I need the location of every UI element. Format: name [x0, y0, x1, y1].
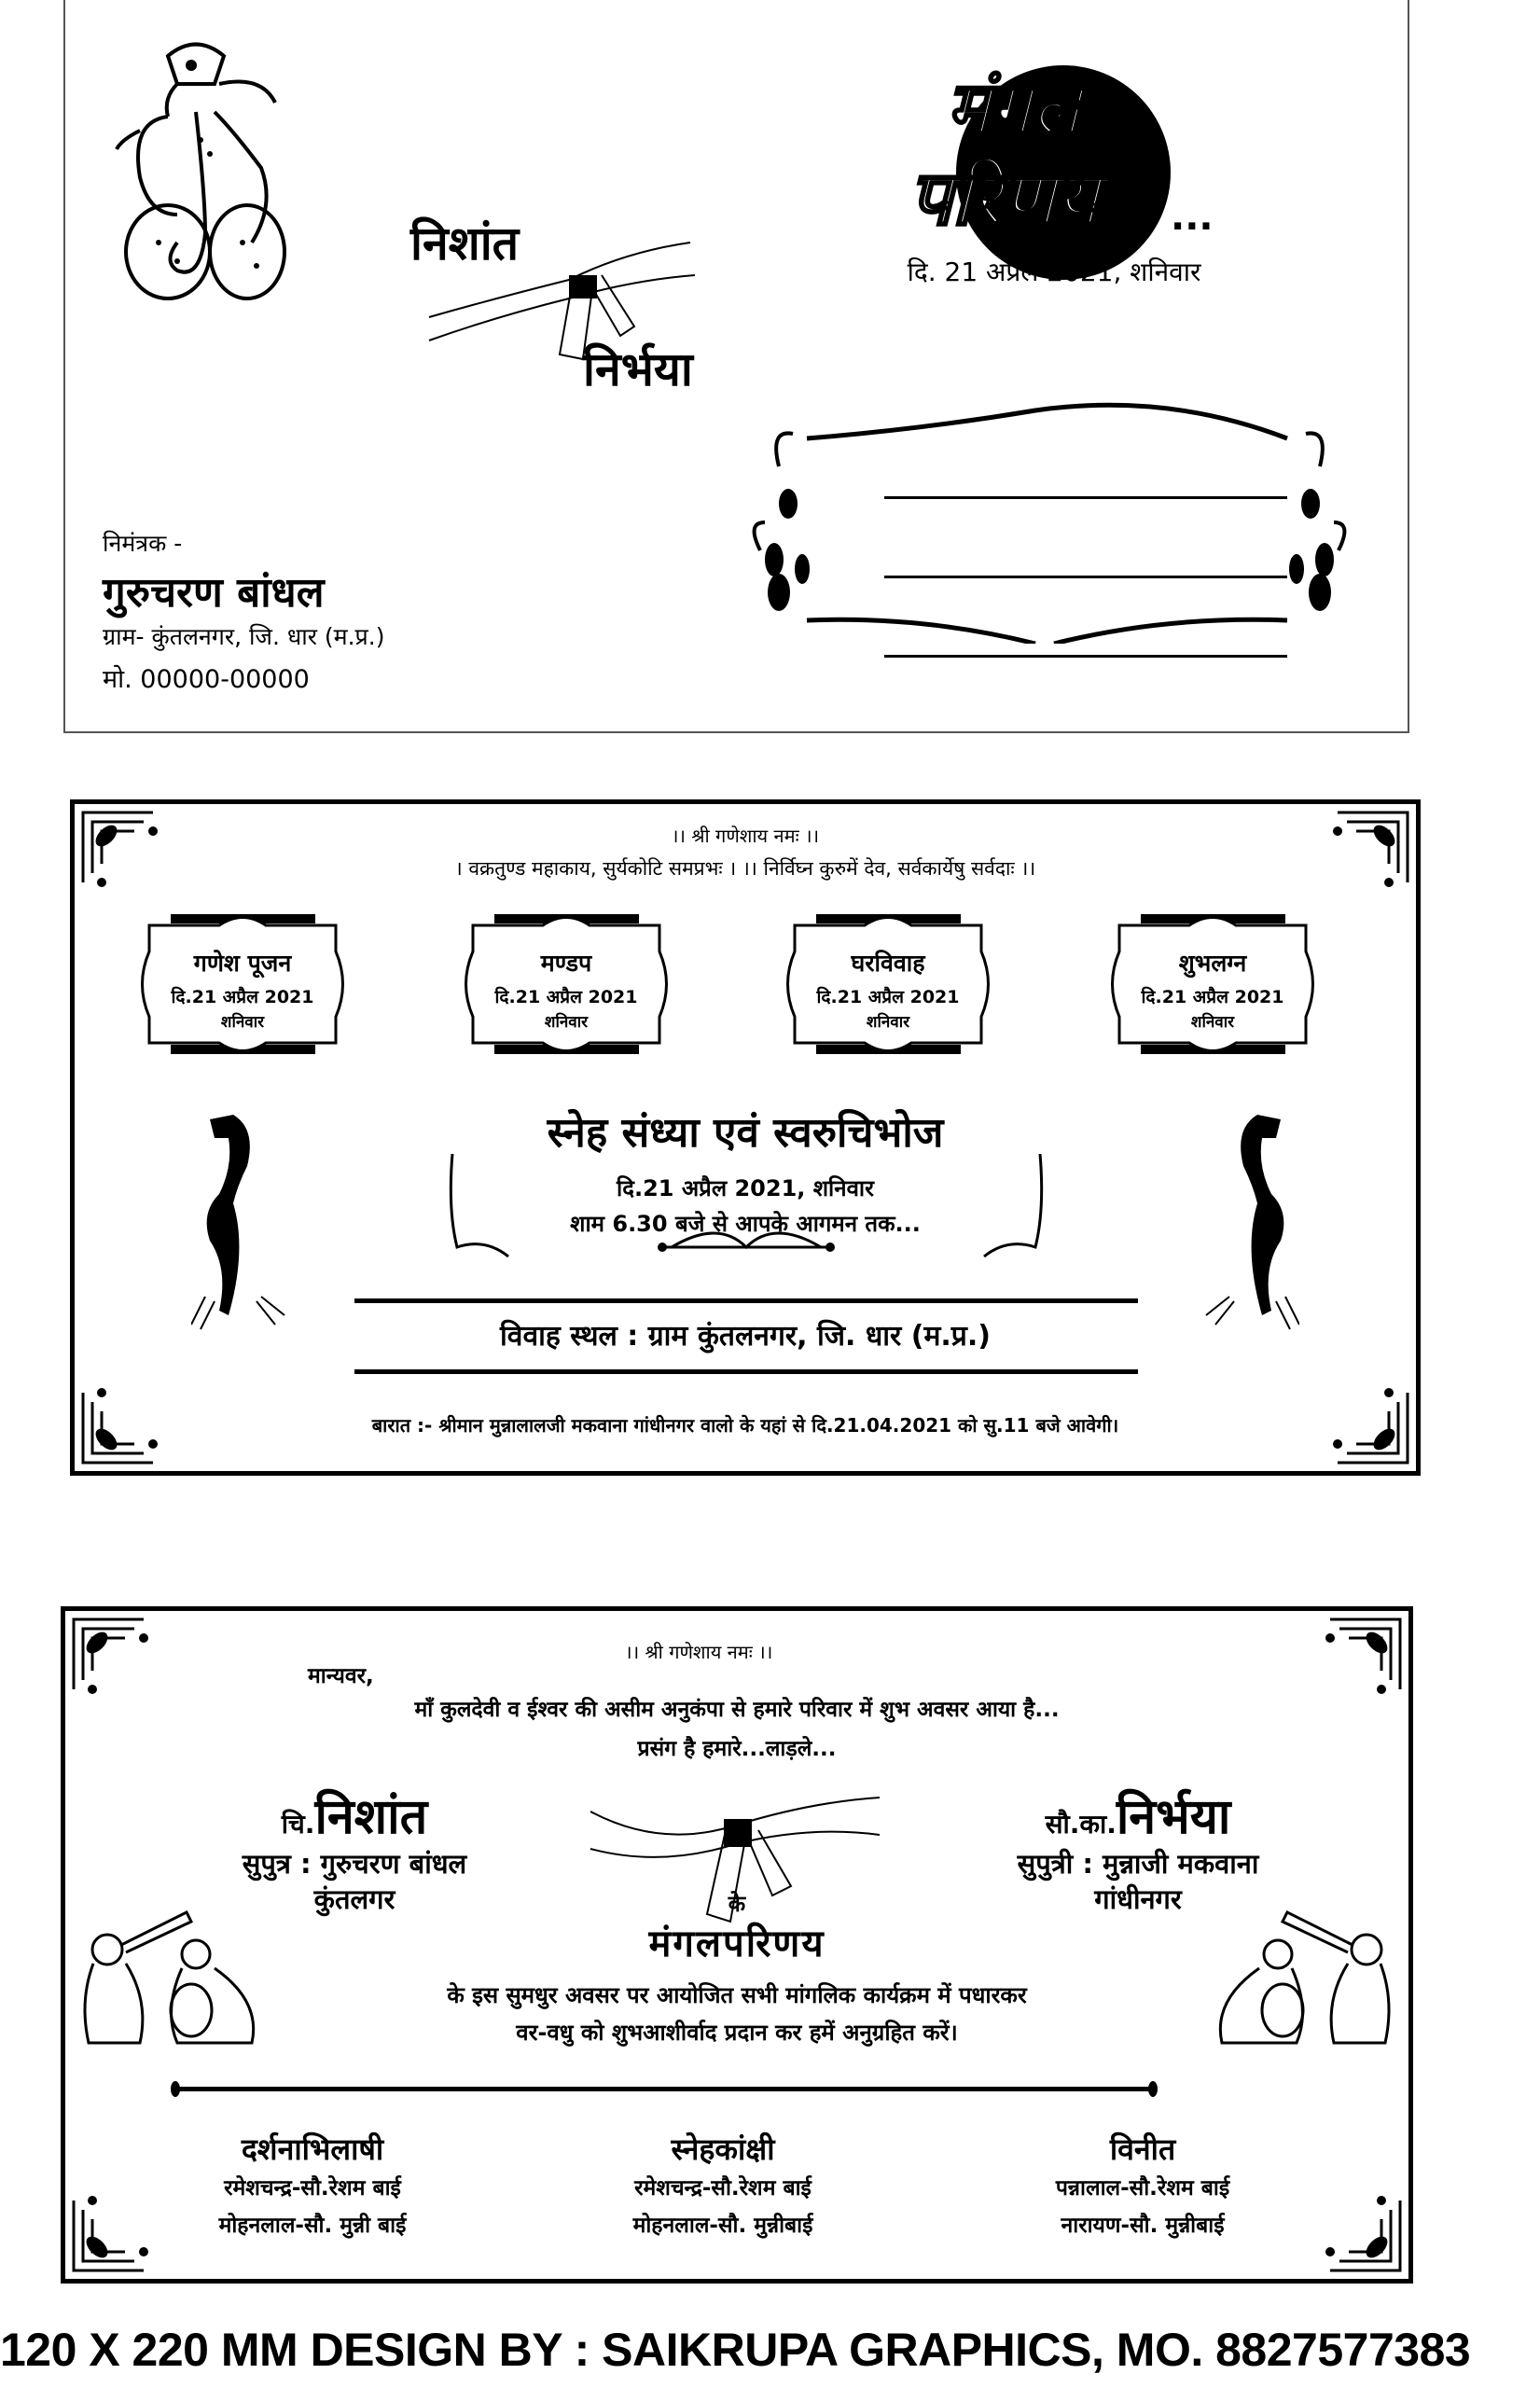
- ceremony-title: मंगलपरिणय: [648, 1923, 825, 1965]
- invitation-card: [61, 1606, 1413, 2284]
- groom-place: कुंतलगर: [313, 1883, 395, 1915]
- divider-rule: [174, 2087, 1154, 2091]
- reception-title: स्नेह संध्या एवं स्वरुचिभोज: [547, 1109, 944, 1157]
- event-box-gharvivah: घरविवाह दि.21 अप्रैल 2021 शनिवार: [781, 914, 995, 1054]
- bride-name: निर्भया: [1116, 1789, 1231, 1845]
- groom-parent: सुपुत्र : गुरुचरण बांधल: [242, 1848, 467, 1880]
- floral-frame-icon: [737, 392, 1362, 644]
- schedule-card: [70, 799, 1421, 1476]
- ganesha-icon: [112, 28, 289, 308]
- wedding-venue: विवाह स्थल : ग्राम कुंतलनगर, जि. धार (म.प्र.): [500, 1320, 991, 1353]
- mantra-title: ।। श्री गणेशाय नमः ।।: [625, 1641, 773, 1663]
- event-box-ganesh-pujan: गणेश पूजन दि.21 अप्रैल 2021 शनिवार: [135, 914, 350, 1054]
- envelope-panel: [63, 0, 1409, 733]
- musicians-icon: [75, 1908, 271, 2048]
- reception-date: दि.21 अप्रैल 2021, शनिवार: [617, 1175, 874, 1201]
- musicians-icon: [1203, 1908, 1399, 2048]
- signatory-column: विनीत पन्नालाल-सौ.रेशम बाई नारायण-सौ. मुन्नीबाई: [1055, 2131, 1230, 2238]
- signatory-column: दर्शनाभिलाषी रमेशचन्द्र-सौ.रेशम बाई मोहनलाल-सौ. मुन्नी बाई: [218, 2131, 407, 2238]
- salutation: मान्यवर,: [308, 1664, 374, 1688]
- reception-time: शाम 6.30 बजे से आपके आगमन तक...: [570, 1211, 921, 1237]
- signatory-column: स्नेहकांक्षी रमेशचन्द्र-सौ.रेशम बाई मोहनलाल-सौ. मुन्नीबाई: [632, 2131, 813, 2238]
- invitation-intro-line: माँ कुलदेवी व ईश्वर की असीम अनुकंपा से हमारे परिवार में शुभ अवसर आया है...: [414, 1698, 1060, 1722]
- groom-name: निशांत: [314, 1789, 428, 1845]
- address-line-1: [884, 496, 1287, 499]
- corner-ornament-icon: [69, 1615, 153, 1699]
- bride-prefix: सौ.का.: [1045, 1809, 1117, 1840]
- inviter-phone: मो. 00000-00000: [103, 665, 310, 694]
- wedding-date: दि. 21 अप्रैल 2021, शनिवार: [907, 257, 1201, 287]
- event-box-shubhlagna: शुभलग्न दि.21 अप्रैल 2021 शनिवार: [1105, 914, 1320, 1054]
- address-line-2: [884, 576, 1287, 578]
- groom-prefix: चि.: [281, 1809, 315, 1840]
- invite-line-2: वर-वधु को शुभआशीर्वाद प्रदान कर हमें अनुग्रहित करें।: [516, 2020, 958, 2046]
- venue-rule-bottom: [354, 1369, 1138, 1374]
- groom-name-header: निशांत: [410, 216, 520, 271]
- corner-ornament-icon: [69, 2191, 153, 2275]
- mantra-title: ।। श्री गणेशाय नमः ।।: [671, 825, 820, 847]
- inviter-address: ग्राम- कुंतलनगर, जि. धार (म.प्र.): [103, 623, 385, 650]
- invite-line-1: के इस सुमधुर अवसर पर आयोजित सभी मांगलिक कार्यक्रम में पधारकर: [447, 1982, 1027, 2008]
- inviter-name: गुरुचरण बांधल: [103, 569, 325, 617]
- design-credit-footer: 120 X 220 MM DESIGN BY : SAIKRUPA GRAPHICS, MO. 8827577383: [0, 2324, 1471, 2376]
- ke-connector: के: [728, 1891, 746, 1917]
- venue-rule-top: [354, 1298, 1138, 1303]
- address-line-3: [884, 655, 1287, 658]
- barat-details: बारात :- श्रीमान मुन्नालालजी मकवाना गांधीनगर वालो के यहां से दि.21.04.2021 को सु.11 बजे आवेगी।: [371, 1414, 1119, 1437]
- corner-ornament-icon: [1321, 1615, 1405, 1699]
- mangal-parinay-logo: मंगल परिणय ...: [891, 37, 1227, 271]
- invitation-occasion-line: प्रसंग है हमारे...लाड़ले...: [637, 1737, 837, 1761]
- bride-parent: सुपुत्री : मुन्नाजी मकवाना: [1017, 1848, 1259, 1880]
- inviter-label: निमंत्रक -: [103, 530, 183, 557]
- corner-ornament-icon: [1321, 2191, 1405, 2275]
- bride-place: गांधीनगर: [1094, 1883, 1182, 1915]
- event-box-mandap: मण्डप दि.21 अप्रैल 2021 शनिवार: [459, 914, 673, 1054]
- bride-name-header: निर्भया: [583, 342, 693, 396]
- address-frame: [737, 392, 1362, 644]
- mantra-verse: । वक्रतुण्ड महाकाय, सुर्यकोटि समप्रभः । ।। निर्विघ्न कुरुमें देव, सर्वकार्येषु सर्वदाः ।।: [454, 857, 1036, 880]
